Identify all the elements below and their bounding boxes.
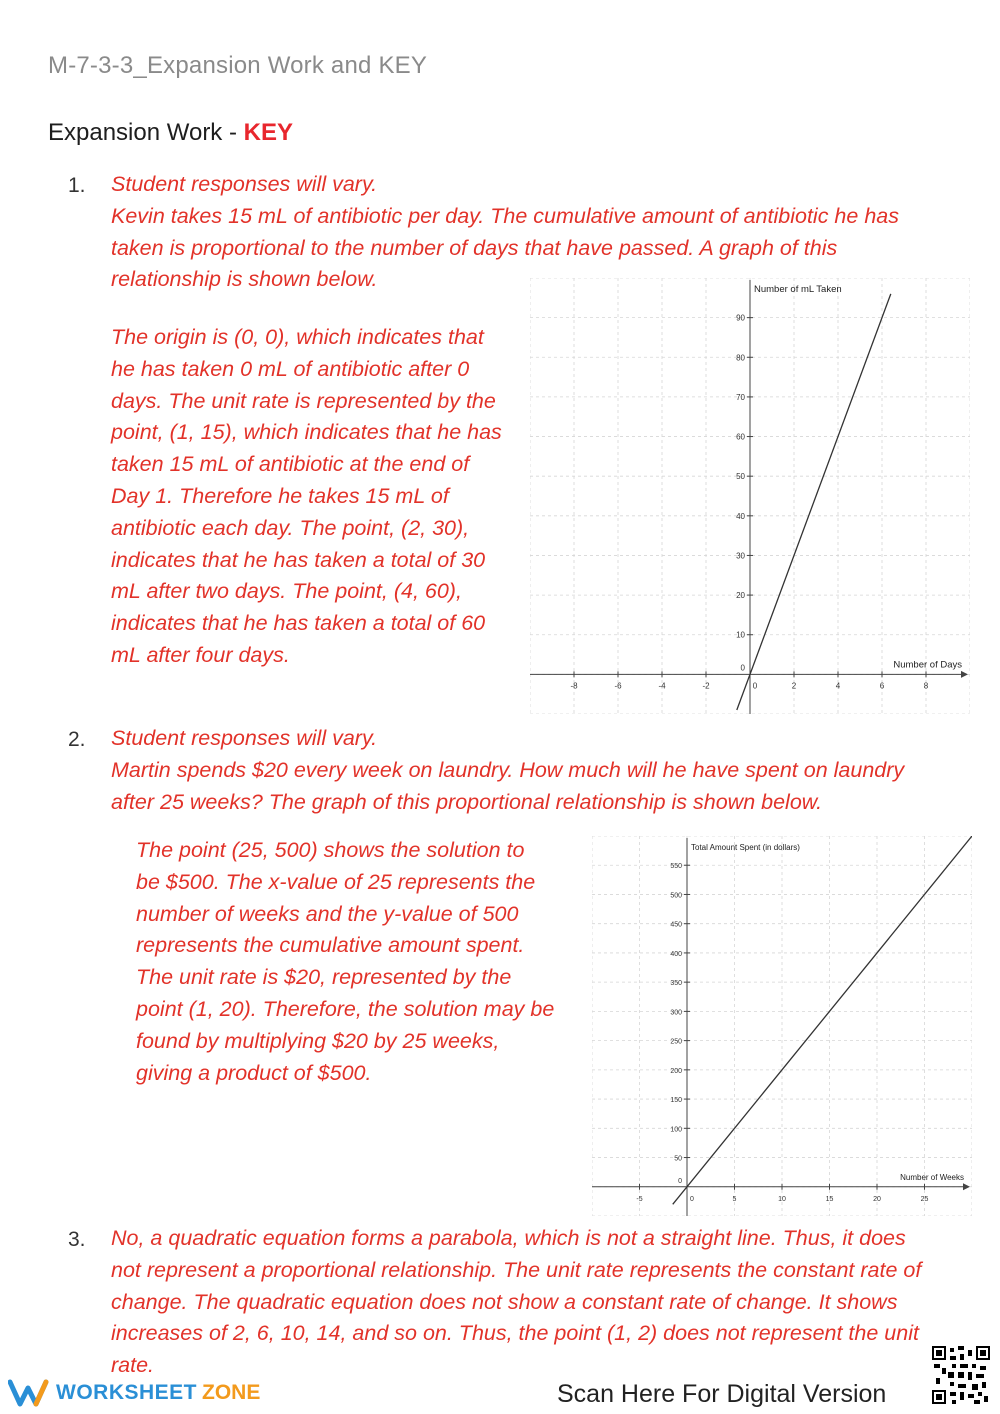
- q3-line: change. The quadratic equation does not show a constant rate of change. It shows: [111, 1289, 898, 1314]
- y-tick-label: 60: [736, 432, 745, 442]
- q1-explanation-line: The origin is (0, 0), which indicates that: [111, 325, 484, 349]
- x-tick-label: -5: [636, 1195, 643, 1203]
- y-tick-label: 550: [670, 863, 682, 871]
- x-tick-label: -2: [702, 681, 710, 691]
- q2-prompt: [111, 723, 991, 818]
- q1-line: taken is proportional to the number of days that have passed. A graph of this: [111, 235, 838, 260]
- origin-label: 0: [740, 663, 745, 673]
- y-tick-label: 10: [736, 630, 745, 640]
- y-tick-label: 20: [736, 591, 745, 601]
- logo-text-worksheet: WORKSHEET: [56, 1381, 197, 1404]
- x-axis-label: Number of Days: [893, 659, 962, 671]
- q1-explanation-line: taken 15 mL of antibiotic at the end of: [111, 452, 470, 477]
- q3-answer: [111, 1223, 991, 1382]
- q2-number: 2.: [68, 728, 86, 751]
- chart-amount-spent: [592, 836, 972, 1216]
- x-tick-label: 8: [923, 681, 929, 691]
- q1-explanation-line: mL after four days.: [111, 642, 290, 667]
- series-line: [673, 836, 972, 1204]
- q1-explanation-line: antibiotic each day. The point, (2, 30),: [111, 515, 470, 540]
- x-tick-label: -6: [614, 681, 622, 691]
- x-tick-label: 5: [732, 1195, 737, 1203]
- x-tick-label: 10: [778, 1195, 786, 1203]
- x-axis-arrow: [961, 671, 968, 678]
- q2-explanation-line: giving a product of $500.: [136, 1060, 372, 1085]
- y-tick-label: 450: [670, 921, 682, 929]
- y-tick-label: 30: [736, 551, 745, 561]
- y-tick-label: 400: [670, 950, 682, 958]
- q1-line: Student responses will vary.: [111, 172, 378, 196]
- q1-explanation-line: days. The unit rate is represented by the: [111, 388, 496, 413]
- x-tick-label: 15: [825, 1195, 834, 1203]
- q3-line: increases of 2, 6, 10, 14, and so on. Thus, the point (1, 2) does not represent the unit: [111, 1321, 919, 1346]
- x-tick-label: 6: [879, 681, 885, 691]
- q1-explanation-line: indicates that he has taken a total of 60: [111, 611, 486, 636]
- q1-line: relationship is shown below.: [111, 267, 378, 292]
- q1-line: Kevin takes 15 mL of antibiotic per day. The cumulative amount of antibiotic he has: [111, 203, 899, 228]
- q3-number: 3.: [68, 1228, 86, 1251]
- page-title: [48, 119, 293, 147]
- q2-explanation-line: The unit rate is $20, represented by the: [136, 965, 512, 990]
- y-tick-label: 500: [670, 892, 682, 900]
- y-tick-label: 70: [736, 392, 745, 402]
- q3-line: rate.: [111, 1353, 155, 1378]
- origin-label: 0: [678, 1177, 682, 1185]
- q2-explanation-line: number of weeks and the y-value of 500: [136, 901, 519, 926]
- q1-number: 1.: [68, 174, 86, 197]
- q1-explanation-line: point, (1, 15), which indicates that he has: [111, 420, 502, 445]
- scan-here-text: Scan Here For Digital Version: [557, 1380, 887, 1408]
- q1-explanation: [111, 322, 531, 672]
- y-tick-label: 50: [736, 472, 745, 482]
- y-tick-label: 200: [670, 1067, 682, 1075]
- series-line: [737, 294, 891, 710]
- q1-explanation-line: Day 1. Therefore he takes 15 mL of: [111, 483, 449, 508]
- x-tick-label: -4: [658, 681, 666, 691]
- q2-line: Martin spends $20 every week on laundry. How much will he have spent on laundry: [111, 757, 905, 782]
- chart-ml-taken: [530, 278, 970, 714]
- y-tick-label: 80: [736, 353, 745, 363]
- q2-explanation-line: found by multiplying $20 by 25 weeks,: [136, 1028, 500, 1053]
- qr-code-icon[interactable]: [932, 1346, 990, 1404]
- x-tick-label: 25: [920, 1195, 929, 1203]
- q1-explanation-line: mL after two days. The point, (4, 60),: [111, 579, 462, 604]
- y-tick-label: 40: [736, 511, 745, 521]
- y-tick-label: 150: [670, 1097, 682, 1105]
- q2-explanation-line: be $500. The x-value of 25 represents the: [136, 869, 536, 894]
- x-axis-label: Number of Weeks: [900, 1172, 964, 1182]
- title-key: KEY: [243, 119, 293, 146]
- q2-line: after 25 weeks? The graph of this proportional relationship is shown below.: [111, 789, 823, 814]
- x-tick-label: 20: [873, 1195, 881, 1203]
- y-tick-label: 100: [670, 1126, 682, 1134]
- worksheet-zone-logo[interactable]: [8, 1376, 260, 1410]
- x-tick-label: -8: [570, 681, 578, 691]
- q2-line: Student responses will vary.: [111, 726, 378, 750]
- x-tick-label: 0: [690, 1195, 694, 1203]
- y-tick-label: 300: [670, 1009, 682, 1017]
- x-tick-label: 0: [752, 681, 758, 691]
- x-tick-label: 2: [791, 681, 797, 691]
- q2-explanation-line: represents the cumulative amount spent.: [136, 933, 525, 958]
- q2-explanation-line: The point (25, 500) shows the solution to: [136, 838, 525, 862]
- q3-line: No, a quadratic equation forms a parabola, which is not a straight line. Thus, it does: [111, 1226, 906, 1250]
- q1-explanation-line: indicates that he has taken a total of 30: [111, 547, 486, 572]
- x-axis-arrow: [963, 1183, 970, 1190]
- y-tick-label: 250: [670, 1038, 682, 1046]
- q3-line: not represent a proportional relationship. The unit rate represents the constant rate of: [111, 1257, 922, 1282]
- y-tick-label: 90: [736, 313, 745, 323]
- logo-text-zone: ZONE: [202, 1381, 261, 1404]
- y-axis-label: Number of mL Taken: [754, 284, 842, 295]
- logo-w-icon: [8, 1378, 50, 1408]
- y-tick-label: 350: [670, 980, 682, 988]
- q2-explanation-line: point (1, 20). Therefore, the solution may be: [136, 996, 555, 1021]
- q1-explanation-line: he has taken 0 mL of antibiotic after 0: [111, 356, 470, 381]
- y-axis-label: Total Amount Spent (in dollars): [691, 843, 800, 852]
- title-text: Expansion Work -: [48, 119, 244, 146]
- q2-explanation: [136, 835, 591, 1089]
- x-tick-label: 4: [835, 681, 841, 691]
- document-header: M-7-3-3_Expansion Work and KEY: [48, 52, 428, 79]
- y-tick-label: 50: [674, 1155, 682, 1163]
